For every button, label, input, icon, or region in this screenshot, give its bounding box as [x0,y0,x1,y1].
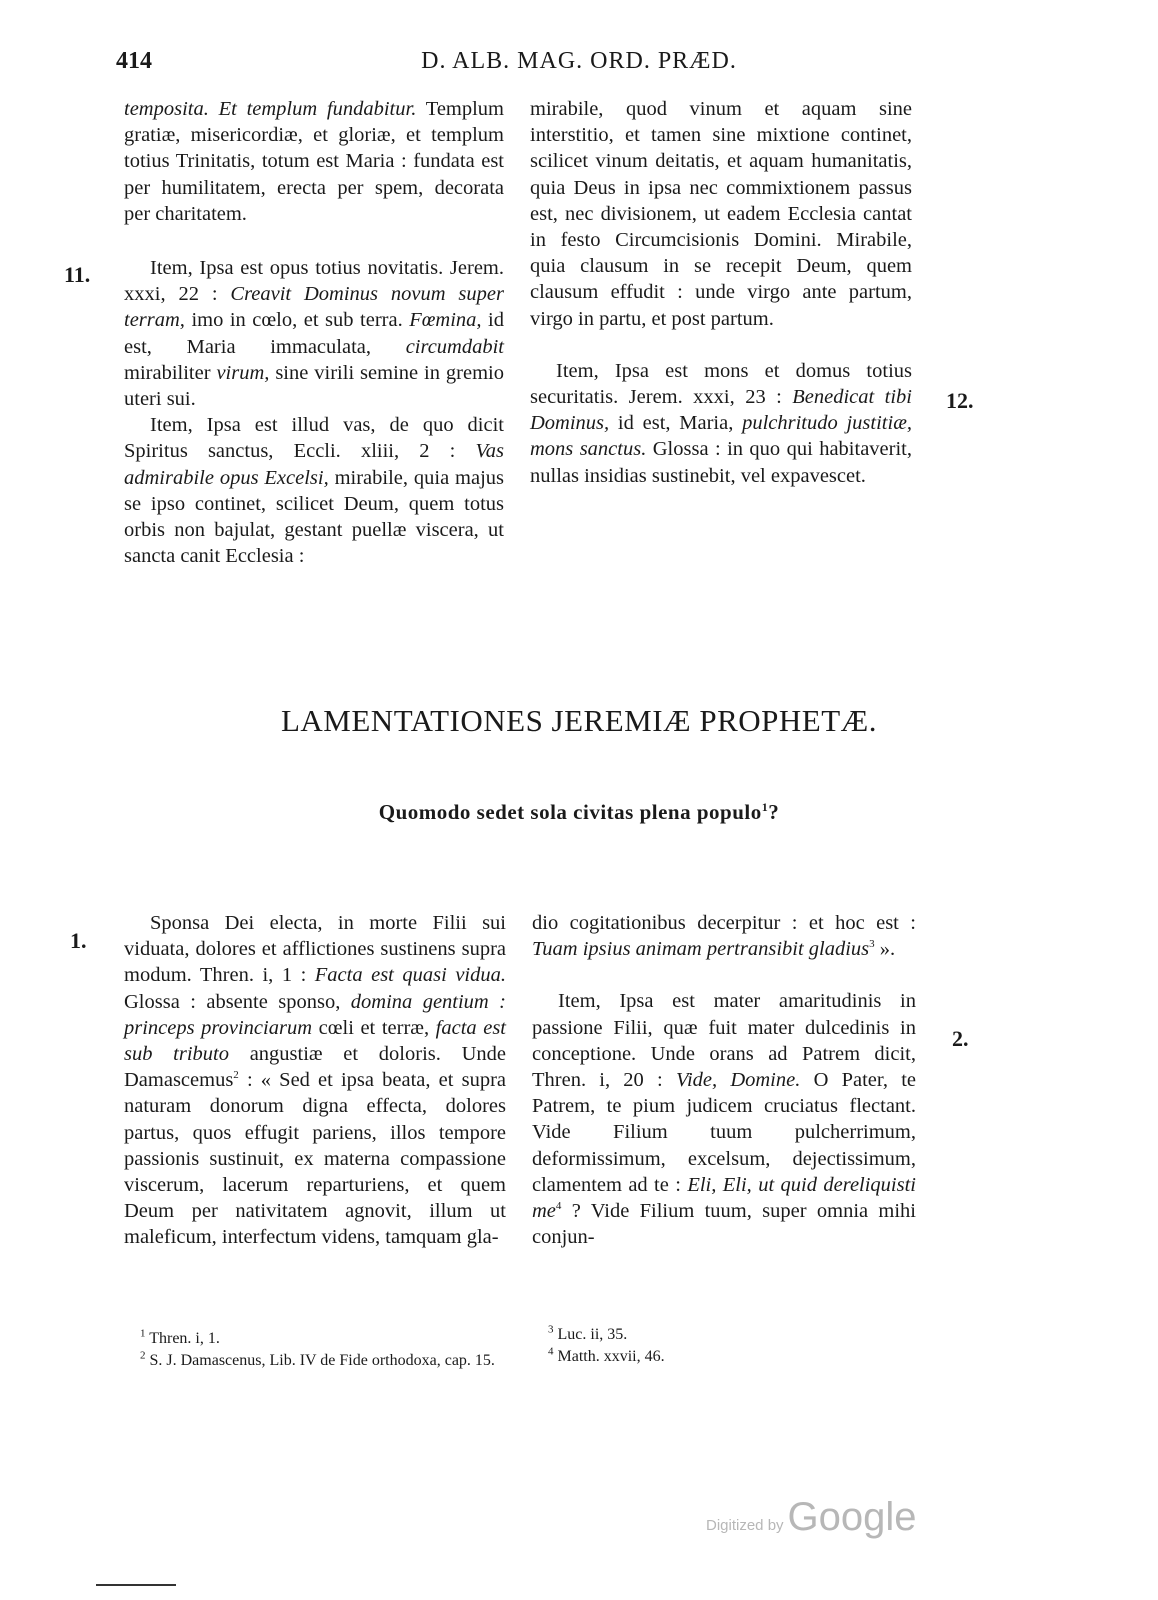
top-right-column [530,96,912,489]
footnotes-left [140,1328,510,1372]
running-head: D. ALB. MAG. ORD. PRÆD. [421,48,737,74]
section-title: LAMENTATIONES JEREMIÆ PROPHETÆ. [280,703,877,738]
paragraph-number: 1. [70,928,87,953]
top-left-column [124,96,504,569]
paragraph: Item, Ipsa est opus totius novitatis. Jerem. xxxi, 22 : Creavit Dominus novum super terram, imo in cœlo, et sub terra. Fœmina, id est, Maria immaculata, circumdabit mirabiliter virum, sine virili semine in gremio uteri sui. [124,257,504,411]
footnote: $^1$ Thren. i, 1. [140,1327,220,1347]
paragraph: mirabile, quod vinum et aquam sine interstitio, et tamen sine mixtione continet, scilicet vinum deitatis, et aquam humanitatis, quia Deus in ipsa nec commixtionem passus est, nec divisionem, ut eadem Ecclesia cantat in festo Circumcisionis Domini. Mirabile, quia clausum in se recepit Deum, quem clausum effudit : unde virgo ante partum, virgo in partu, et post partum. [530,98,912,330]
paragraph: temposita. Et templum fundabitur. Templum gratiæ, misericordiæ, et gloriæ, et templum totius Trinitatis, totum est Maria : fundata est per humilitatem, erecta per spem, decorata per charitatem. [124,98,505,225]
bottom-left-column [124,910,506,1251]
footnotes-right [548,1324,908,1368]
footnote: $^2$ S. J. Damascenus, Lib. IV de Fide orthodoxa, cap. 15. [140,1349,495,1369]
paragraph-number: 11. [64,262,91,287]
digitized-watermark: Digitized by Google [706,1495,917,1539]
paragraph: Item, Ipsa est mons et domus totius securitatis. Jerem. xxxi, 23 : Benedicat tibi Dominus, id est, Maria, pulchritudo justitiæ, mons sanctus. Glossa : in quo qui habitaverit, nullas insidias sustinebit, vel expavescet. [530,359,912,487]
footnote: $^4$ Matth. xxvii, 46. [548,1345,665,1365]
paragraph: Sponsa Dei electa, in morte Filii sui viduata, dolores et afflictiones sustinens supra modum. Thren. i, 1 : Facta est quasi vidua. Glossa : absente sponso, domina gentium : princeps provinciarum cœli et terræ, facta est sub tributo angustiæ et doloris. Unde Damascemus$^2$ : « Sed et ipsa beata, et supra naturam donorum digna effecta, dolores partus, quos effugit pariens, illos tempore passionis sustinuit, ex materna compassione viscerum, lacerum reparturiens, et quem Deum per nativitatem agnovit, illum ut maleficum, interfectum videns, tamquam gla- [124,912,506,1249]
bottom-rule [96,1584,176,1586]
paragraph: dio cogitationibus decerpitur : et hoc est : Tuam ipsius animam pertransibit gladius$^3$ ». [532,912,916,961]
paragraph-number: 2. [952,1026,969,1051]
paragraph-number: 12. [946,388,974,413]
google-logo: Google [787,1495,917,1539]
section-subtitle: Quomodo sedet sola civitas plena populo$^1$? [378,800,780,824]
paragraph: Item, Ipsa est illud vas, de quo dicit Spiritus sanctus, Eccli. xliii, 2 : Vas admirabile opus Excelsi, mirabile, quia majus se ipso continet, scilicet Deum, quem totus orbis non bajulat, gestant puellæ viscera, ut sancta canit Ecclesia : [124,414,504,568]
bottom-right-column [532,910,916,1250]
footnote: $^3$ Luc. ii, 35. [548,1323,628,1343]
page-header [0,48,1158,88]
page-number: 414 [116,48,152,74]
paragraph: Item, Ipsa est mater amaritudinis in passione Filii, quæ fuit mater dulcedinis in conceptione. Unde orans ad Patrem dicit, Thren. i, 20 : Vide, Domine. O Pater, te Patrem, te pium judicem cruciatus flectant. Vide Filium tuum pulcherrimum, deformissimum, excelsum, dejectissimum, clamentem ad te : Eli, Eli, ut quid dereliquisti $me^4$ ? Vide Filium tuum, super omnia mihi conjun- [532,990,917,1249]
